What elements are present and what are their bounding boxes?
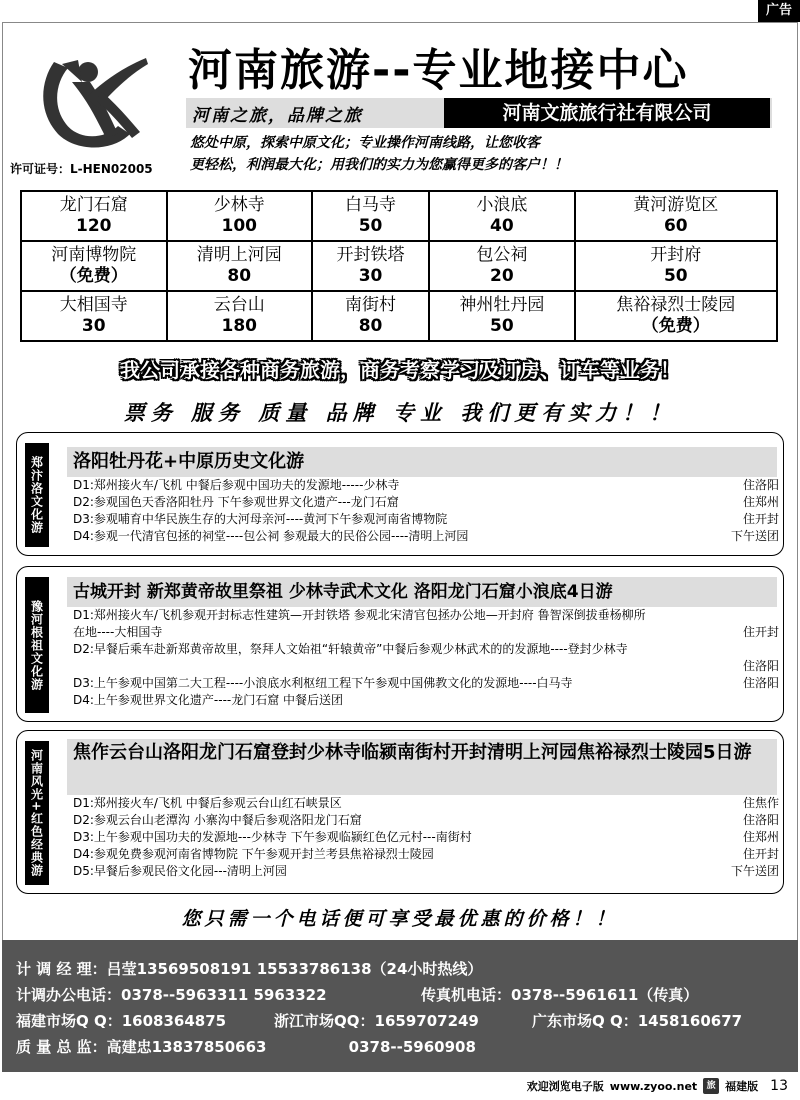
day-description: D2:早餐后乘车赴新郑黄帝故里，祭拜人文始祖“轩辕黄帝”中餐后参观少林武术的的发源地----登封少林寺 — [73, 642, 628, 656]
price-cell — [429, 291, 575, 341]
contact-value: 广东市场Q Q：1458160677 — [532, 1012, 743, 1030]
attraction-price: 50 — [663, 266, 688, 286]
price-cell — [429, 241, 575, 291]
contact-panel — [2, 940, 798, 1072]
attraction-price: 60 — [663, 216, 688, 236]
tour-title: 洛阳牡丹花+中原历史文化游 — [67, 447, 777, 477]
day-description: D3:上午参观中国功夫的发源地---少林寺 下午参观临颍红色亿元村---南街村 — [73, 830, 472, 844]
page-footer — [527, 1078, 788, 1094]
attraction-name: 南街村 — [345, 295, 397, 315]
attraction-price: 80 — [358, 316, 383, 336]
attraction-price: 30 — [81, 316, 106, 336]
intro-line-1: 悠处中原，探索中原文化；专业操作河南线路，让您收客 — [190, 135, 540, 151]
price-cell — [312, 241, 429, 291]
itinerary-day — [73, 812, 779, 829]
contact-label: 传真机电话： — [421, 986, 512, 1004]
itinerary-day — [73, 692, 779, 709]
attraction-price: （免费） — [641, 316, 710, 336]
itinerary-day — [73, 528, 779, 545]
day-stay: 住洛阳 — [742, 478, 779, 492]
contact-value: 吕莹13569508191 15533786138（24小时热线） — [106, 960, 483, 978]
day-stay — [771, 641, 779, 658]
price-cell — [167, 291, 313, 341]
day-description: D3:上午参观中国第二大工程----小浪底水利枢纽工程下午参观中国佛教文化的发源地----白马寺 — [73, 676, 573, 690]
day-stay: 下午送团 — [730, 864, 779, 878]
price-cell — [312, 191, 429, 241]
day-stay: 住郑州 — [742, 495, 779, 509]
footer-site: www.zyoo.net — [609, 1079, 698, 1093]
travel-badge-icon: 旅 — [703, 1078, 719, 1094]
price-row — [21, 241, 777, 291]
price-cell — [21, 241, 167, 291]
footer-welcome: 欢迎浏览电子版 — [526, 1080, 604, 1093]
tour-title: 焦作云台山洛阳龙门石窟登封少林寺临颍南街村开封清明上河园焦裕禄烈士陵园5日游 — [67, 739, 777, 795]
contact-label: 计 调 经 理： — [16, 960, 107, 978]
day-stay: 住开封 — [742, 625, 779, 639]
attraction-name: 小浪底 — [476, 195, 528, 215]
price-cell — [21, 291, 167, 341]
tour-category-label: 河南风光+红色经典游 — [25, 741, 49, 885]
day-stay — [771, 607, 779, 624]
contact-value: 0378--5960908 — [348, 1038, 476, 1056]
itinerary-day — [73, 829, 779, 846]
itinerary-day — [73, 641, 779, 658]
attraction-price: 50 — [358, 216, 383, 236]
contact-value: 浙江市场QQ：1659707249 — [274, 1012, 479, 1030]
itinerary-day — [73, 624, 779, 641]
price-table — [20, 190, 778, 342]
contact-value: 0378--5961611（传真） — [511, 986, 699, 1004]
attraction-name: 开封府 — [650, 245, 702, 265]
intro-text — [190, 132, 780, 176]
price-cell — [575, 191, 777, 241]
contact-label: 计调办公电话： — [16, 986, 122, 1004]
attraction-name: 白马寺 — [345, 195, 397, 215]
day-description: D1:郑州接火车/飞机参观开封标志性建筑—开封铁塔 参观北宋清官包拯办公地—开封府 鲁智深倒拔垂杨柳所 — [73, 608, 646, 622]
contact-value: 高建忠13837850663 — [106, 1038, 267, 1056]
agency-name: 河南文旅旅行社有限公司 — [444, 98, 770, 128]
tour-category-label: 郑汴洛文化游 — [25, 443, 49, 547]
attraction-name: 清明上河园 — [196, 245, 282, 265]
day-stay: 住开封 — [742, 847, 779, 861]
day-description: D1:郑州接火车/飞机 中餐后参观中国功夫的发源地-----少林寺 — [73, 478, 400, 492]
contact-label: 质 量 总 监： — [16, 1038, 107, 1056]
tour-itinerary — [73, 607, 779, 709]
attraction-price: 120 — [76, 216, 112, 236]
intro-line-2: 更轻松，利润最大化；用我们的实力为您赢得更多的客户！！ — [190, 157, 568, 173]
service-banner: 票务 服务 质量 品牌 专业 我们更有实力！！ — [123, 400, 677, 425]
attraction-price: 80 — [227, 266, 252, 286]
day-description: D4:参观一代清官包拯的祠堂----包公祠 参观最大的民俗公园----清明上河园 — [73, 529, 469, 543]
day-description: D4:上午参观世界文化遗产----龙门石窟 中餐后送团 — [73, 693, 344, 707]
footer-edition: 福建版 — [725, 1080, 759, 1093]
itinerary-day — [73, 494, 779, 511]
license-number: 许可证号：L-HEN02005 — [10, 162, 153, 176]
day-description: 在地----大相国寺 — [73, 625, 163, 639]
day-stay: 下午送团 — [730, 529, 779, 543]
attraction-price: 40 — [489, 216, 514, 236]
attraction-name: 河南博物院 — [51, 245, 137, 265]
day-description: D4:参观免费参观河南省博物院 下午参观开封兰考县焦裕禄烈士陵园 — [73, 847, 434, 861]
attraction-name: 少林寺 — [213, 195, 265, 215]
day-stay: 住洛阳 — [742, 676, 779, 690]
closing-slogan: 您只需一个电话便可享受最优惠的价格！！ — [181, 908, 619, 930]
business-banner: 我公司承接各种商务旅游，商务考察学习及订房、订车等业务！ — [120, 358, 680, 382]
attraction-price: 100 — [221, 216, 257, 236]
price-row — [21, 291, 777, 341]
itinerary-day — [73, 795, 779, 812]
attraction-name: 神州牡丹园 — [459, 295, 545, 315]
itinerary-day — [73, 675, 779, 692]
attraction-name: 开封铁塔 — [336, 245, 405, 265]
contact-value: 0378--5963311 5963322 — [121, 986, 327, 1004]
attraction-name: 焦裕禄烈士陵园 — [616, 295, 736, 315]
price-cell — [575, 241, 777, 291]
price-row — [21, 191, 777, 241]
price-cell — [429, 191, 575, 241]
itinerary-day — [73, 658, 779, 675]
day-description: D3:参观哺育中华民族生存的大河母亲河----黄河下午参观河南省博物院 — [73, 512, 448, 526]
attraction-name: 龙门石窟 — [59, 195, 128, 215]
contact-value: 福建市场Q Q：1608364875 — [16, 1012, 227, 1030]
price-cell — [575, 291, 777, 341]
attraction-name: 大相国寺 — [59, 295, 128, 315]
tour-package-1 — [16, 432, 784, 556]
day-description: D2:参观国色天香洛阳牡丹 下午参观世界文化遗产---龙门石窟 — [73, 495, 399, 509]
day-description: D2:参观云台山老潭沟 小寨沟中餐后参观洛阳龙门石窟 — [73, 813, 362, 827]
slogan: 河南之旅，品牌之旅 — [192, 106, 363, 126]
day-stay: 住开封 — [742, 512, 779, 526]
price-cell — [21, 191, 167, 241]
price-cell — [312, 291, 429, 341]
contact-row — [16, 956, 784, 982]
day-stay: 住焦作 — [742, 796, 779, 810]
day-stay: 住洛阳 — [742, 813, 779, 827]
contact-row — [16, 1034, 784, 1060]
day-stay: 住郑州 — [742, 830, 779, 844]
attraction-price: （免费） — [59, 266, 128, 286]
attraction-price: 50 — [489, 316, 514, 336]
attraction-price: 180 — [221, 316, 257, 336]
tour-category-label: 豫河根祖文化游 — [25, 577, 49, 713]
price-cell — [167, 241, 313, 291]
page-number: 13 — [770, 1078, 788, 1094]
day-description: D1:郑州接火车/飞机 中餐后参观云台山红石峡景区 — [73, 796, 342, 810]
contact-row — [16, 982, 784, 1008]
attraction-price: 30 — [358, 266, 383, 286]
itinerary-day — [73, 477, 779, 494]
contact-row — [16, 1008, 784, 1034]
itinerary-day — [73, 511, 779, 528]
day-stay: 住洛阳 — [742, 659, 779, 673]
day-stay — [771, 692, 779, 709]
price-cell — [167, 191, 313, 241]
ad-tag: 广告 — [758, 0, 800, 22]
attraction-name: 黄河游览区 — [633, 195, 719, 215]
itinerary-day — [73, 863, 779, 880]
tour-itinerary — [73, 477, 779, 545]
tour-package-3 — [16, 730, 784, 894]
attraction-price: 20 — [489, 266, 514, 286]
tour-package-2 — [16, 566, 784, 722]
company-logo — [32, 42, 152, 154]
itinerary-day — [73, 607, 779, 624]
itinerary-day — [73, 846, 779, 863]
attraction-name: 包公祠 — [476, 245, 528, 265]
page-title: 河南旅游--专业地接中心 — [188, 45, 689, 96]
tour-title: 古城开封 新郑黄帝故里祭祖 少林寺武术文化 洛阳龙门石窟小浪底4日游 — [67, 577, 777, 607]
tour-itinerary — [73, 795, 779, 880]
day-description: D5:早餐后参观民俗文化园---清明上河园 — [73, 864, 287, 878]
attraction-name: 云台山 — [213, 295, 265, 315]
